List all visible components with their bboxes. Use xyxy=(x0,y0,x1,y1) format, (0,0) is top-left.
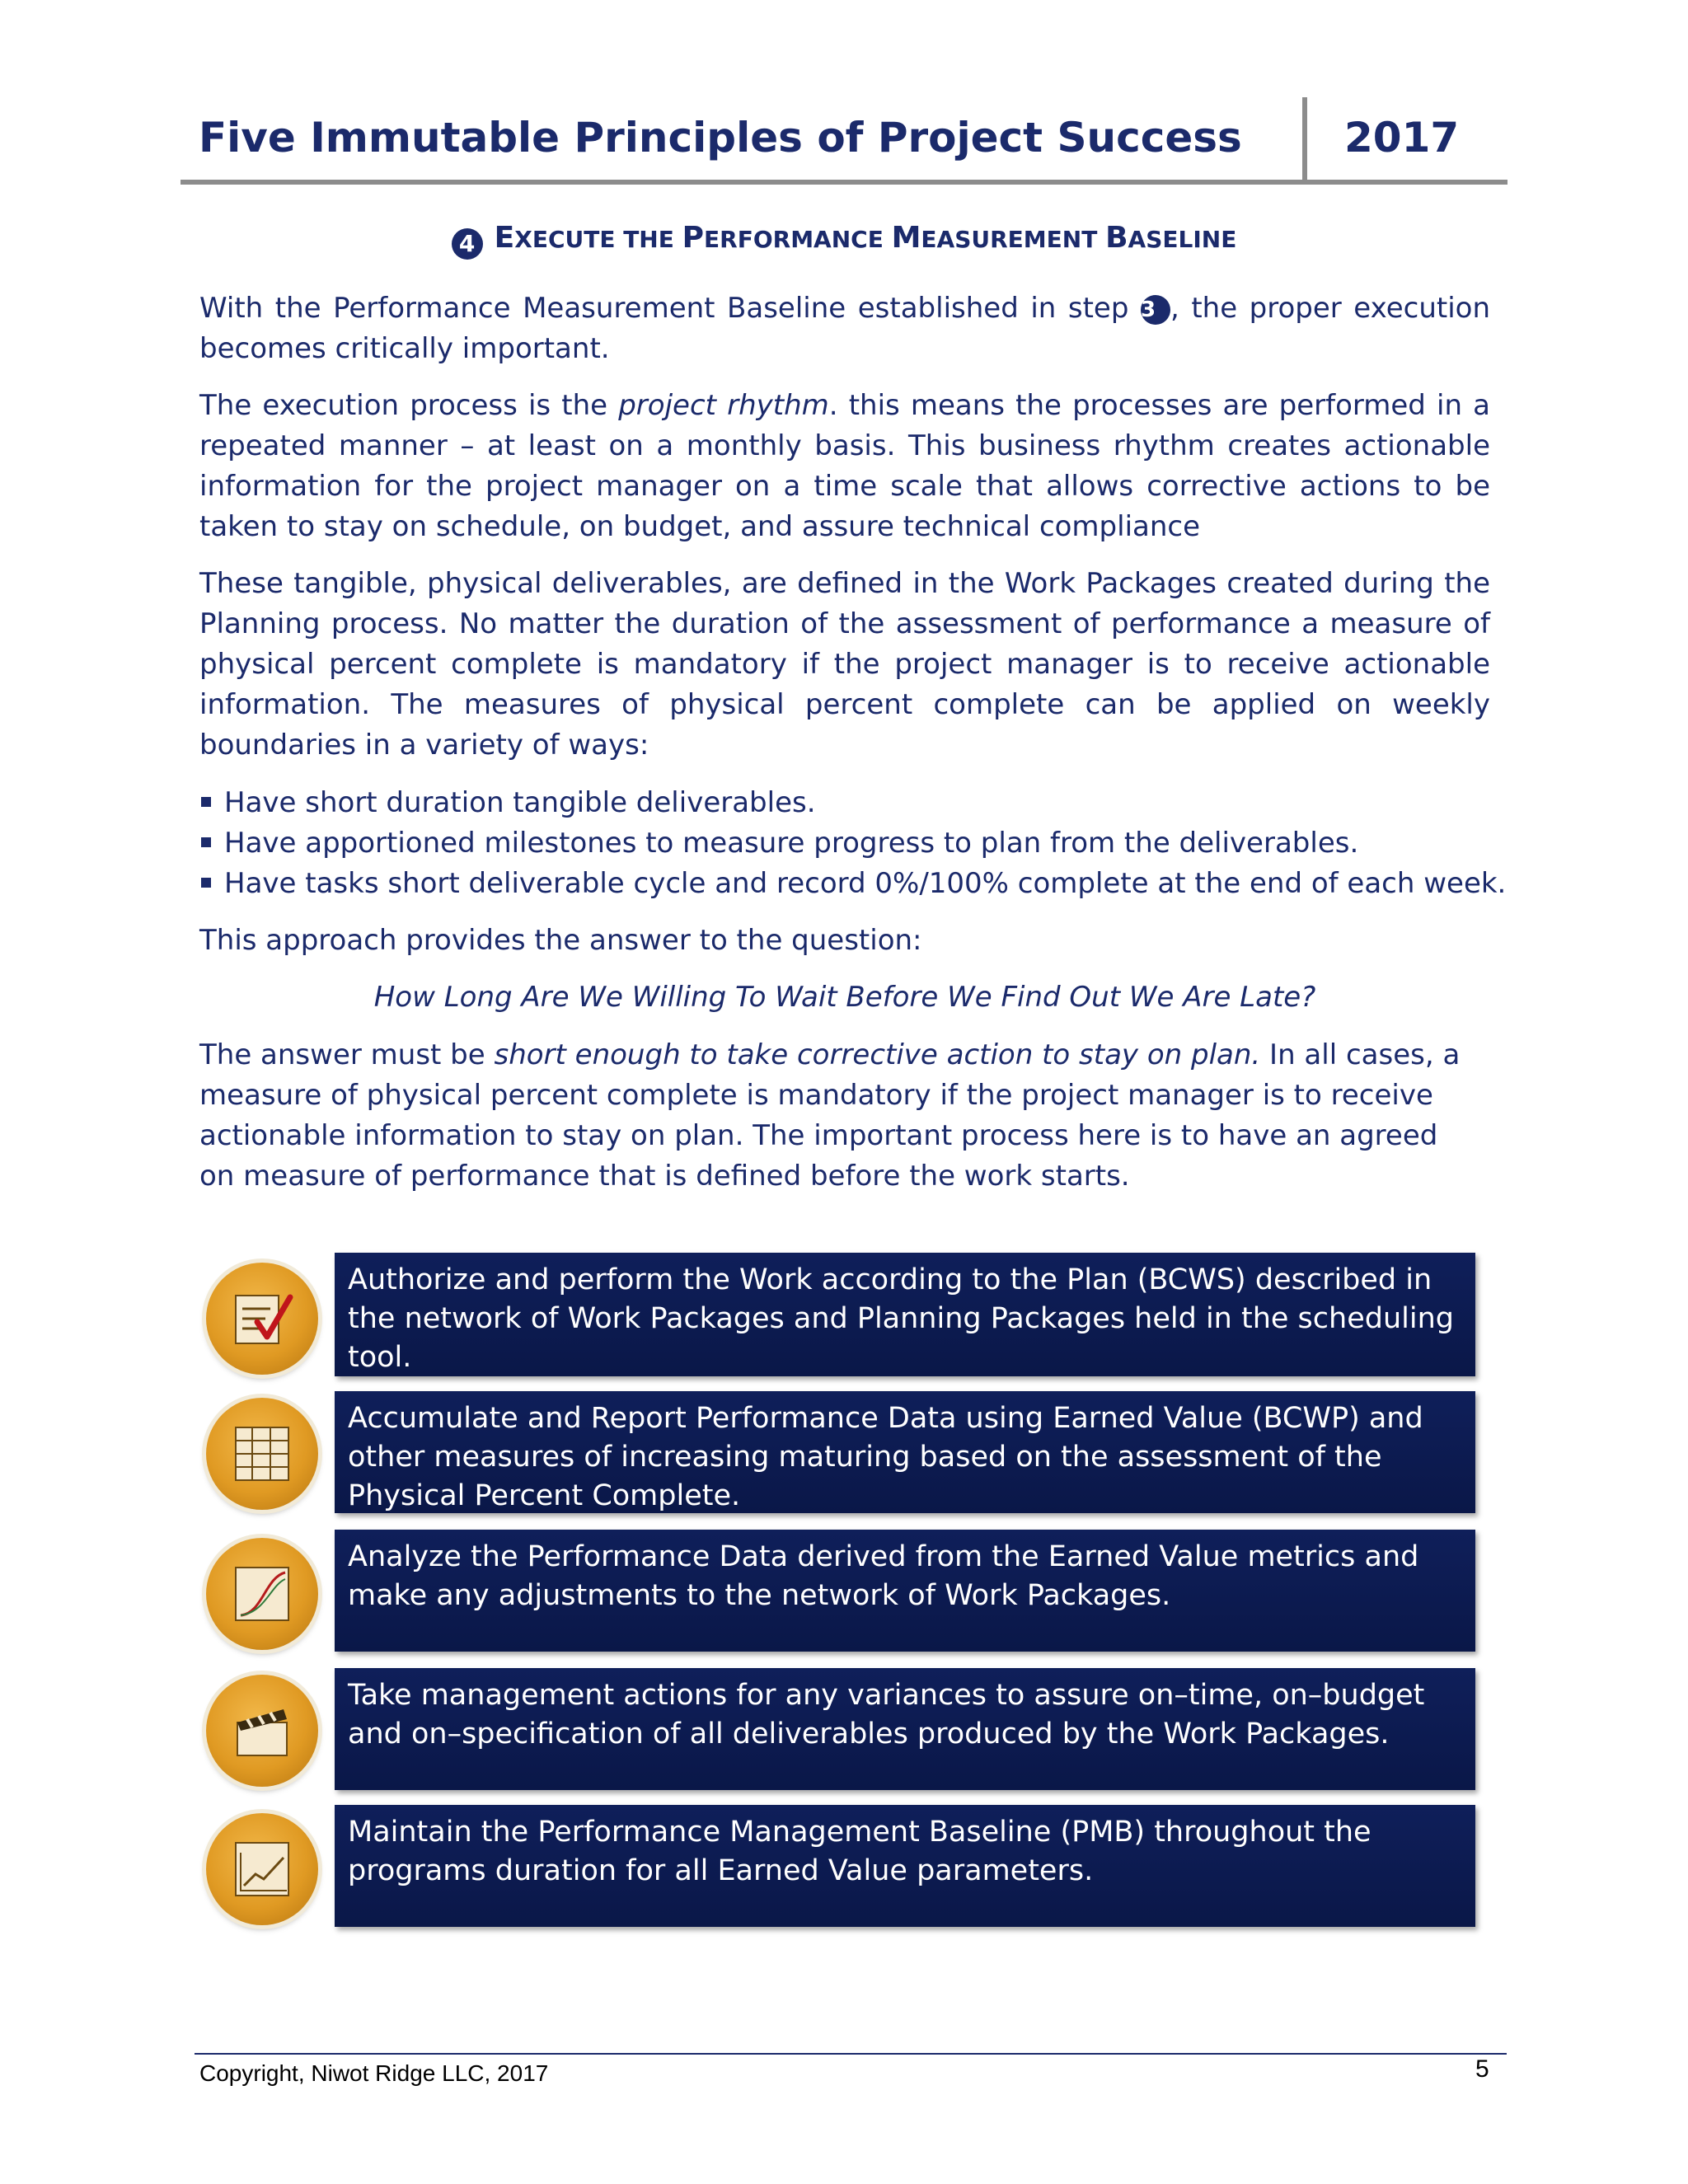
clapperboard-icon xyxy=(206,1675,318,1787)
process-step-text: Take management actions for any variances to assure on–time, on–budget and on–specification of all deliverables produced by the Work Packages. xyxy=(335,1668,1475,1790)
paragraph-approach: This approach provides the answer to the question: xyxy=(199,924,922,957)
process-step-text: Maintain the Performance Management Baseline (PMB) throughout the programs duration for all Earned Value parameters. xyxy=(335,1805,1475,1927)
footer-copyright: Copyright, Niwot Ridge LLC, 2017 xyxy=(199,2060,549,2086)
process-step xyxy=(201,1668,1479,1800)
page-header xyxy=(181,97,1507,186)
process-step-text: Accumulate and Report Performance Data using Earned Value (BCWP) and other measures of increasing maturing based on the assessment of the Physical Percent Complete. xyxy=(335,1391,1475,1513)
process-step xyxy=(201,1253,1479,1385)
header-year: 2017 xyxy=(1344,114,1460,162)
heading-word: BASELINE xyxy=(1105,221,1237,255)
emphasis-project-rhythm: project rhythm xyxy=(618,389,829,422)
spreadsheet-icon xyxy=(206,1398,318,1510)
step-number-badge: 4 xyxy=(452,228,483,260)
page-title: Five Immutable Principles of Project Success xyxy=(199,114,1242,162)
paragraph-deliverables: These tangible, physical deliverables, are defined in the Work Packages created during the Planning process. No matter the duration of the assessment of performance a measure of physical percent complete is mandatory if the project manager is to receive actionable information. The measures of physical percent complete can be applied on weekly boundaries in a variety of ways: xyxy=(199,567,1490,762)
emphasis-answer: short enough to take corrective action to stay on plan. xyxy=(494,1038,1261,1071)
process-step xyxy=(201,1391,1479,1523)
heading-word: EXECUTE THE xyxy=(494,221,682,255)
header-divider xyxy=(1302,97,1307,180)
list-item: Have short duration tangible deliverables. xyxy=(199,783,1490,823)
list-item: Have tasks short deliverable cycle and record 0%/100% complete at the end of each week. xyxy=(199,864,1490,904)
heading-word: MEASUREMENT xyxy=(891,221,1106,255)
paragraph-answer: The answer must be short enough to take corrective action to stay on plan. In all cases, a measure of physical percent complete is mandatory if the project manager is to receive actionable information to stay on plan. The important process here is to have an agreed on measure of performance that is defined before the work starts. xyxy=(199,1038,1461,1193)
trend-chart-icon xyxy=(206,1813,318,1925)
heading-word: PERFORMANCE xyxy=(682,221,892,255)
process-step xyxy=(201,1805,1479,1937)
s-curve-chart-icon xyxy=(206,1538,318,1650)
key-question: How Long Are We Willing To Wait Before We Find Out We Are Late? xyxy=(373,981,1316,1014)
paragraph-rhythm: The execution process is the project rhythm. this means the processes are performed in a repeated manner – at least on a monthly basis. This business rhythm creates actionable information for the project manager on a time scale that allows corrective actions to be taken to stay on schedule, on budget, and assure technical compliance xyxy=(199,389,1490,543)
process-step xyxy=(201,1530,1479,1661)
bullet-list xyxy=(199,783,1507,904)
step-reference-badge: 3 xyxy=(1141,295,1170,325)
list-item: Have apportioned milestones to measure progress to plan from the deliverables. xyxy=(199,823,1490,864)
bullet-square-icon xyxy=(201,797,211,807)
header-rule xyxy=(181,180,1507,185)
bullet-square-icon xyxy=(201,837,211,847)
checklist-icon xyxy=(206,1263,318,1375)
footer-rule xyxy=(195,2053,1507,2055)
paragraph-intro: With the Performance Measurement Baseline established in step 3 , the proper execution becomes critically important. xyxy=(199,292,1490,365)
page-number: 5 xyxy=(1475,2055,1489,2083)
section-heading xyxy=(0,221,1688,260)
process-step-text: Authorize and perform the Work according to the Plan (BCWS) described in the network of Work Packages and Planning Packages held in the scheduling tool. xyxy=(335,1253,1475,1376)
bullet-square-icon xyxy=(201,878,211,888)
process-step-text: Analyze the Performance Data derived from the Earned Value metrics and make any adjustments to the network of Work Packages. xyxy=(335,1530,1475,1652)
